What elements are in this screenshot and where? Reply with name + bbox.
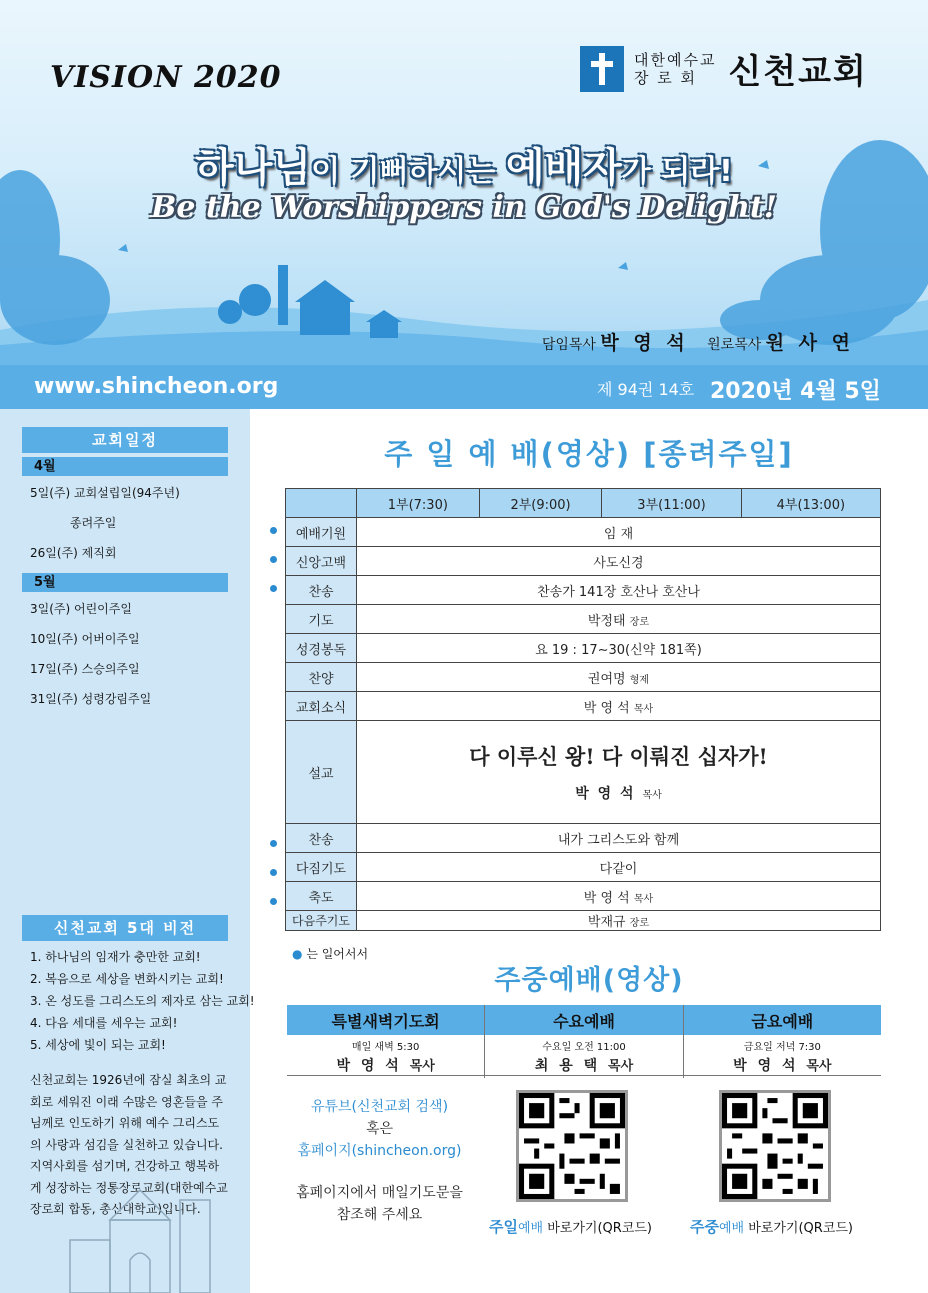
sunday-qr-code-icon[interactable] [516, 1090, 628, 1202]
church-introduction: 신천교회는 1926년에 잠실 최초의 교회로 세워진 이래 수많은 영혼들을 주님께로 인도하기 위해 예수 그리스도의 사랑과 섬김을 실천하고 있습니다. 지역사회를 섬기며, 건강하고 행복하게 성장하는 정통장로교회(대한예수교장로회 합동, 총신대학교)입니다. [30, 1073, 228, 1216]
church-name: 신천교회 [728, 52, 868, 92]
weekday-time-row [287, 1035, 881, 1054]
pastor-title: 담임목사 [541, 337, 596, 353]
schedule-item: 3일(주) 어린이주일 [30, 602, 132, 616]
row-value: 박재규 장로 [357, 911, 881, 931]
weekday-service-title: 주중예배(영상) [494, 965, 684, 996]
stand-dot-icon [270, 556, 277, 563]
weekday-service-name: 수요예배 [485, 1005, 683, 1035]
sermon-cell: 다 이루신 왕! 다 이뤄진 십자가! 박 영 석 목사 [357, 721, 881, 824]
vision-list-title: 신천교회 5대 비전 [22, 915, 228, 941]
weekday-qr-caption[interactable]: 주중예배 바로가기(QR코드) [690, 1218, 853, 1236]
denomination-line1: 대한예수교 [634, 50, 717, 69]
row-value: 다같이 [357, 853, 881, 882]
slogan-part1: 이 기뻐하시는 [311, 154, 506, 189]
service-time: 3부(11:00) [602, 489, 741, 518]
pastors-line [542, 328, 868, 355]
elder-pastor-name: 원 사 연 [765, 332, 854, 354]
weekday-service-table [287, 1005, 881, 1078]
volume-number: 제 94권 14호 [597, 380, 695, 399]
table-row [286, 663, 881, 692]
weekday-qr-code-icon[interactable] [719, 1090, 831, 1202]
church-logo [580, 44, 868, 93]
service-times-row [286, 489, 881, 518]
prayer-note-line1: 홈페이지에서 매일기도문을 [296, 1185, 463, 1201]
row-value: 찬송가 141장 호산나 호산나 [357, 576, 881, 605]
row-label: 축도 [286, 882, 357, 911]
row-value: 내가 그리스도와 함께 [357, 824, 881, 853]
schedule-item: 5일(주) 교회설립일(94주년) [30, 486, 180, 500]
stand-dot-icon [270, 840, 277, 847]
row-label: 설교 [286, 721, 357, 824]
pastor-name: 박 영 석 [600, 332, 689, 354]
month-may: 5월 [22, 573, 228, 592]
slogan-part2: 가 되라! [621, 154, 733, 189]
slogan-word-worshipper: 예배자 [505, 145, 622, 191]
table-row [286, 547, 881, 576]
slogan-english: Be the Worshippers in God's Delight! [151, 190, 777, 225]
row-value: 임 재 [357, 518, 881, 547]
church-building-illustration [60, 1180, 240, 1293]
stand-note: ● 는 일어서서 [292, 947, 369, 961]
vision-item: 3. 온 성도를 그리스도의 제자로 삼는 교회! [30, 994, 255, 1008]
table-row [286, 882, 881, 911]
table-corner [286, 489, 357, 518]
row-value: 박정태 장로 [357, 605, 881, 634]
row-value: 박 영 석 목사 [357, 882, 881, 911]
sunday-service-title: 주 일 예 배(영상) [종려주일] [384, 437, 794, 471]
row-value: 권여명 형제 [357, 663, 881, 692]
schedule-item: 17일(주) 스승의주일 [30, 662, 140, 676]
service-time: 1부(7:30) [357, 489, 480, 518]
slogan-word-god: 하나님 [195, 145, 312, 191]
row-label: 찬송 [286, 576, 357, 605]
row-label: 다짐기도 [286, 853, 357, 882]
row-label: 기도 [286, 605, 357, 634]
service-time: 4부(13:00) [741, 489, 880, 518]
schedule-item: 종려주일 [70, 516, 117, 530]
youtube-link[interactable]: 유튜브(신천교회 검색) [310, 1099, 449, 1115]
table-row [286, 853, 881, 882]
table-row [286, 605, 881, 634]
vision-item: 5. 세상에 빛이 되는 교회! [30, 1038, 166, 1052]
vision-item: 2. 복음으로 세상을 변화시키는 교회! [30, 972, 224, 986]
schedule-title: 교회일정 [22, 427, 228, 453]
table-row [286, 692, 881, 721]
sermon-preacher: 박 영 석 [575, 786, 643, 802]
sunday-service-table [285, 488, 881, 931]
weekday-header-row [287, 1005, 881, 1035]
stand-dot-icon [270, 869, 277, 876]
service-time: 2부(9:00) [479, 489, 602, 518]
vision-title: VISION 2020 [50, 60, 282, 95]
website-link[interactable]: www.shincheon.org [34, 374, 279, 399]
schedule-item: 10일(주) 어버이주일 [30, 632, 140, 646]
table-row [286, 518, 881, 547]
sermon-row [286, 721, 881, 824]
table-row [286, 576, 881, 605]
sunday-qr-caption[interactable]: 주일예배 바로가기(QR코드) [489, 1218, 652, 1236]
table-row [286, 634, 881, 663]
cross-icon [580, 46, 624, 92]
row-value: 요 19 : 17∼30(신약 181쪽) [357, 634, 881, 663]
row-label: 찬양 [286, 663, 357, 692]
row-label: 신앙고백 [286, 547, 357, 576]
vision-item: 1. 하나님의 임재가 충만한 교회! [30, 950, 201, 964]
row-label: 예배기원 [286, 518, 357, 547]
bulletin-date: 2020년 4월 5일 [710, 379, 881, 404]
weekday-leader: 박 영 석 목사 [683, 1054, 881, 1078]
sermon-title: 다 이루신 왕! 다 이뤄진 십자가! [469, 744, 768, 769]
row-label: 성경봉독 [286, 634, 357, 663]
weekday-service-name: 금요예배 [683, 1005, 881, 1035]
month-april: 4월 [22, 457, 228, 476]
prayer-note-line2: 참조해 주세요 [336, 1207, 423, 1223]
divider [287, 1075, 881, 1076]
weekday-service-time: 수요일 오전 11:00 [485, 1035, 683, 1054]
weekday-service-time: 매일 새벽 5:30 [351, 1042, 420, 1053]
weekday-service-time: 금요일 저녁 7:30 [683, 1035, 881, 1054]
vision-item: 4. 다음 세대를 세우는 교회! [30, 1016, 178, 1030]
stand-dot-icon [270, 527, 277, 534]
elder-pastor-title: 원로목사 [707, 337, 762, 353]
stand-dot-icon [270, 585, 277, 592]
row-value: 박 영 석 목사 [357, 692, 881, 721]
row-value: 사도신경 [357, 547, 881, 576]
weekday-leader: 박 영 석 목사 [336, 1058, 435, 1074]
table-row [286, 911, 881, 931]
online-info [292, 1096, 467, 1162]
denomination [634, 51, 716, 87]
row-label: 찬송 [286, 824, 357, 853]
denomination-line2: 장 로 회 [634, 68, 698, 87]
homepage-link[interactable]: 홈페이지(shincheon.org) [297, 1143, 462, 1159]
dot-icon: ● [292, 947, 303, 961]
prayer-note [292, 1182, 467, 1226]
schedule-item: 26일(주) 제직회 [30, 546, 117, 560]
or-text: 혹은 [365, 1121, 394, 1137]
stand-dot-icon [270, 898, 277, 905]
header-banner [0, 0, 928, 365]
row-label: 교회소식 [286, 692, 357, 721]
weekday-service-name: 특별새벽기도회 [287, 1005, 485, 1035]
row-label: 다음주기도 [286, 911, 357, 931]
schedule-item: 31일(주) 성령강림주일 [30, 692, 152, 706]
slogan-korean [0, 136, 928, 193]
weekday-leader: 최 용 택 목사 [485, 1054, 683, 1078]
table-row [286, 824, 881, 853]
